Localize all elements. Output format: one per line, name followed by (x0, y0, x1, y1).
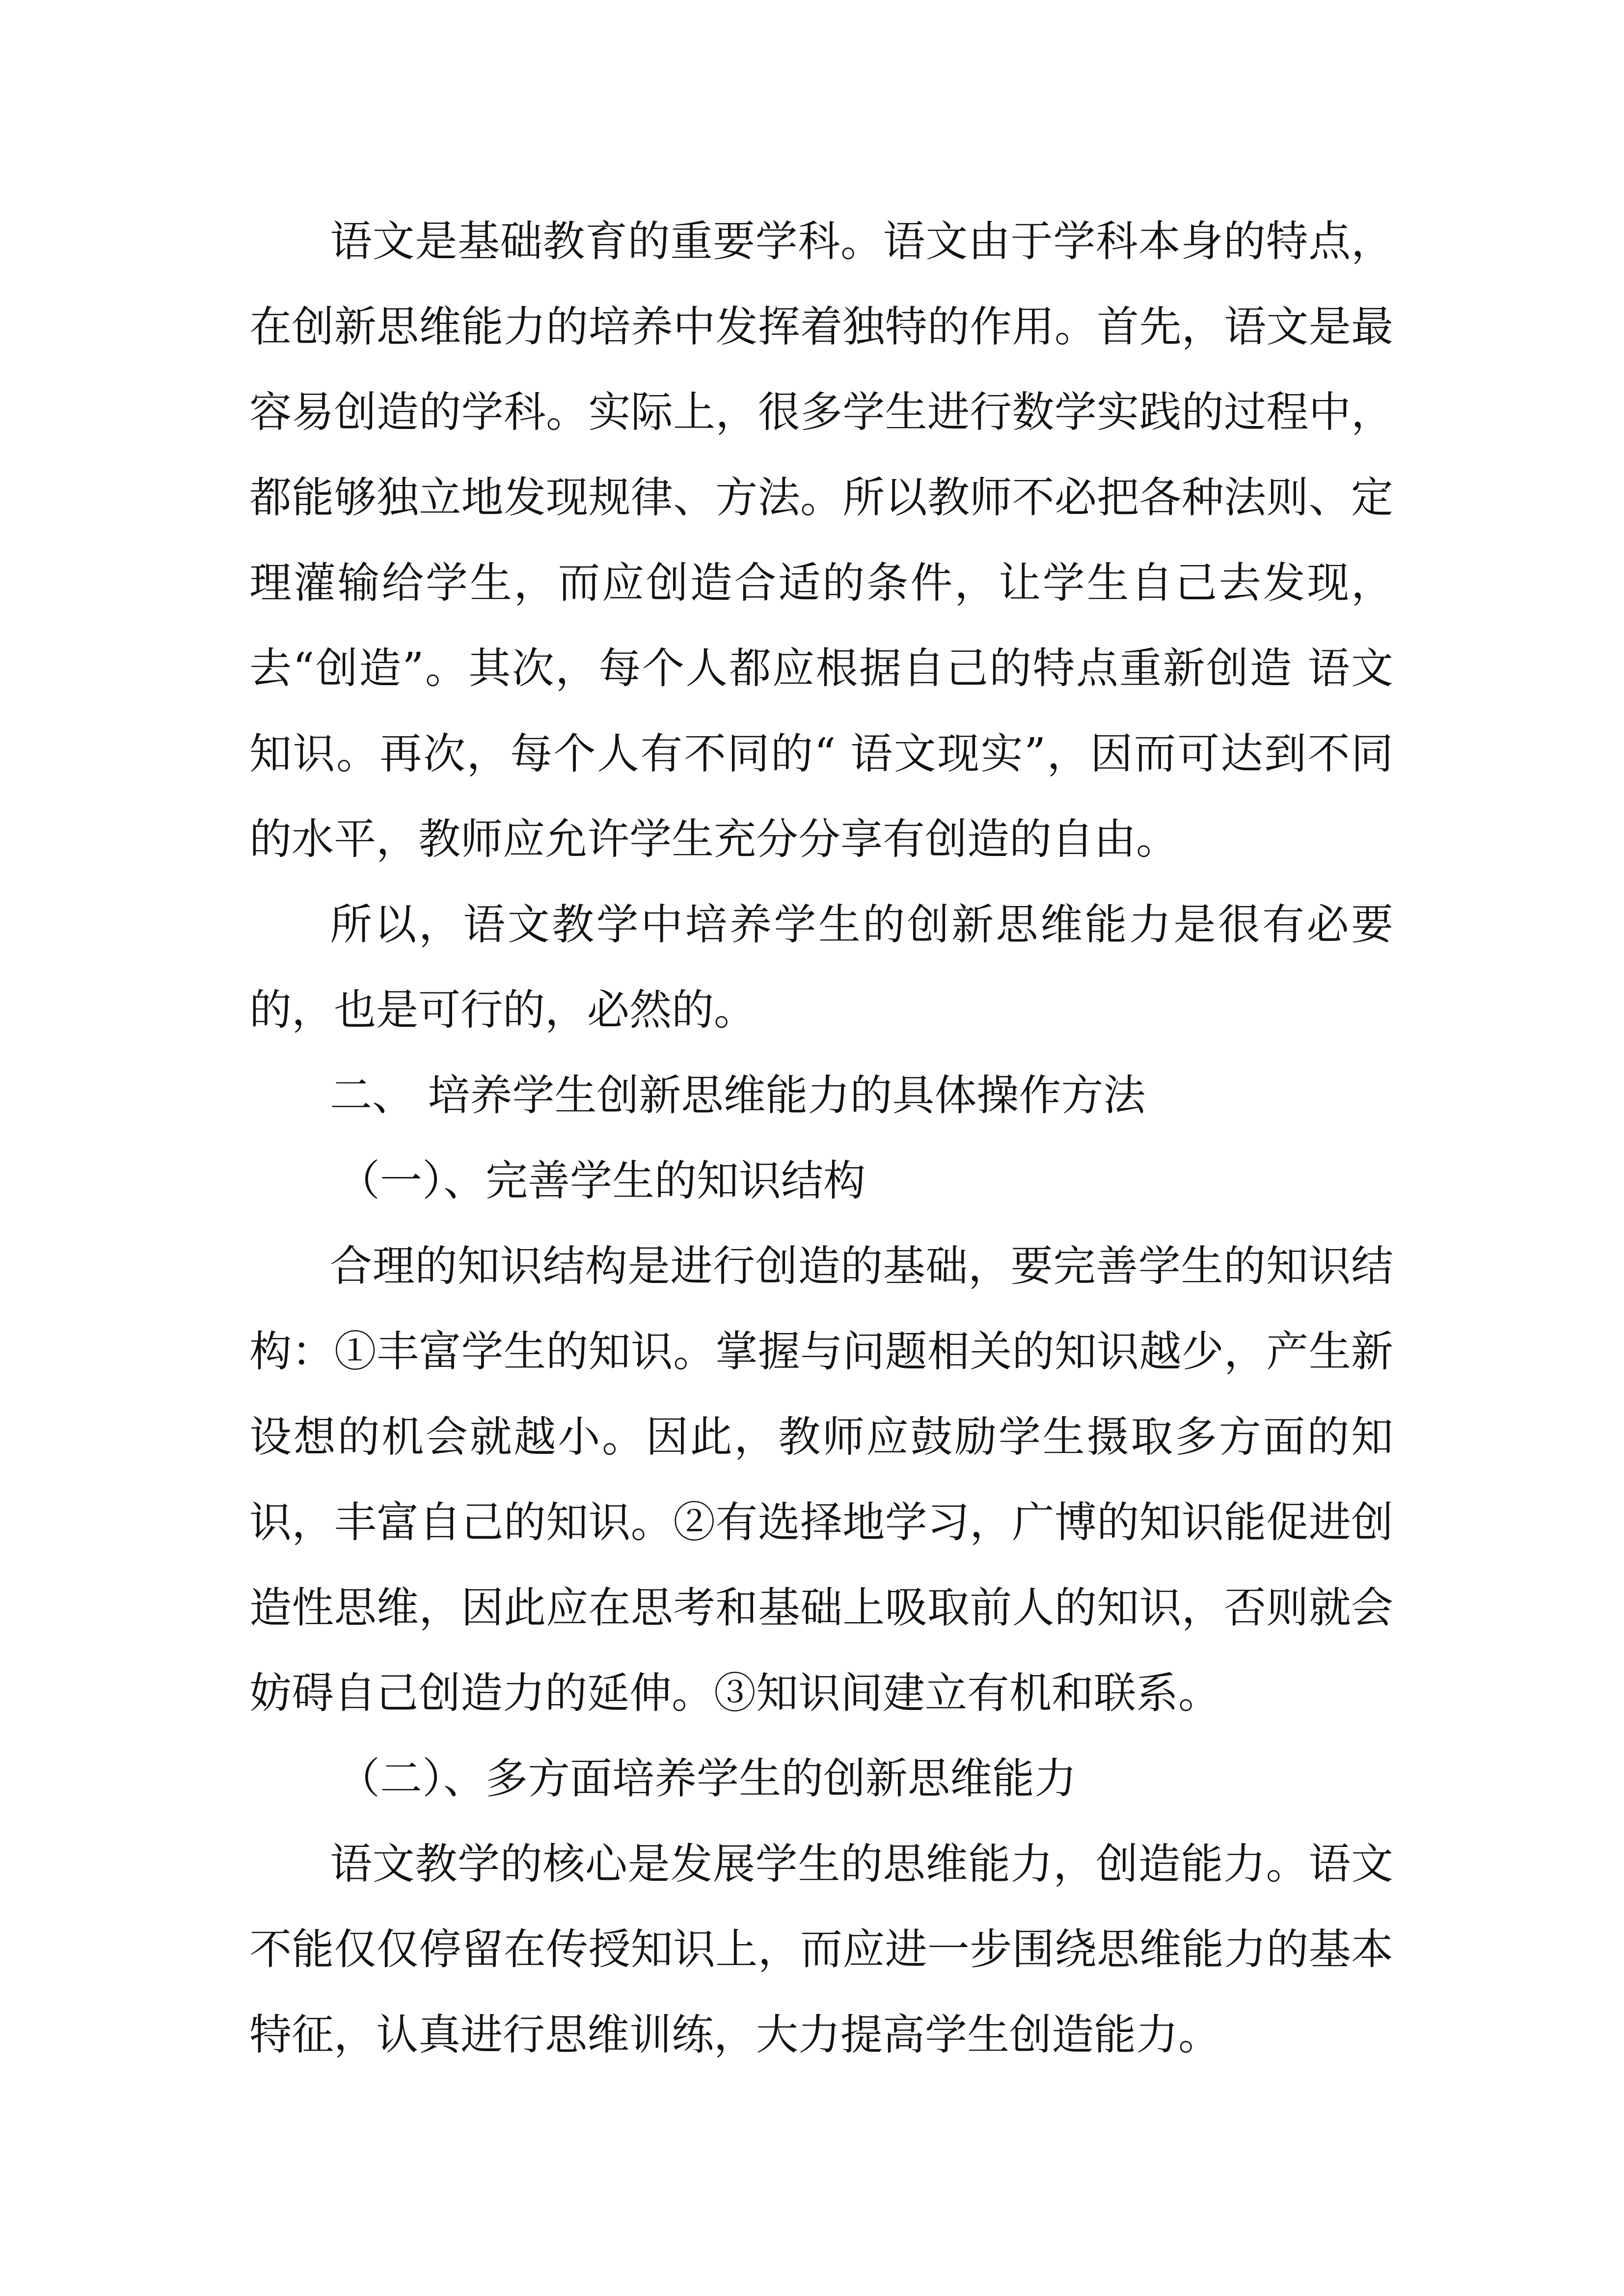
paragraph-intro: 语文是基础教育的重要学科。语文由于学科本身的特点，在创新思维能力的培养中发挥着独特的作用。首先，语文是最容易创造的学科。实际上，很多学生进行数学实践的过程中，都能够独立地发现规律、方法。所以教师不必把各种法则、定理灌输给学生，而应创造合适的条件，让学生自己去发现，去“创造”。其次，每个人都应根据自己的特点重新创造 语文知识。再次，每个人有不同的“ 语文现实”，因而可达到不同的水平，教师应允许学生充分分享有创造的自由。 (249, 217, 1393, 864)
section-heading: 二、 培养学生创新思维能力的具体操作方法 (330, 1071, 1146, 1120)
document-body (249, 199, 1393, 2078)
subsection-heading-2: （二）、多方面培养学生的创新思维能力 (338, 1754, 1077, 1803)
paragraph-knowledge-structure: 合理的知识结构是进行创造的基础，要完善学生的知识结构：①丰富学生的知识。掌握与问题相关的知识越少，产生新设想的机会就越小。因此，教师应鼓励学生摄取多方面的知识，丰富自己的知识。②有选择地学习，广博的知识能促进创造性思维，因此应在思考和基础上吸取前人的知识，否则就会妨碍自己创造力的延伸。③知识间建立有机和联系。 (249, 1242, 1393, 1718)
paragraph-thinking-training: 语文教学的核心是发展学生的思维能力，创造能力。语文不能仅仅停留在传授知识上，而应进一步围绕思维能力的基本特征，认真进行思维训练，大力提高学生创造能力。 (249, 1840, 1393, 2059)
subsection-heading-1: （一）、完善学生的知识结构 (338, 1156, 866, 1205)
paragraph-conclusion: 所以，语文教学中培养学生的创新思维能力是很有必要的，也是可行的，必然的。 (249, 900, 1393, 1035)
